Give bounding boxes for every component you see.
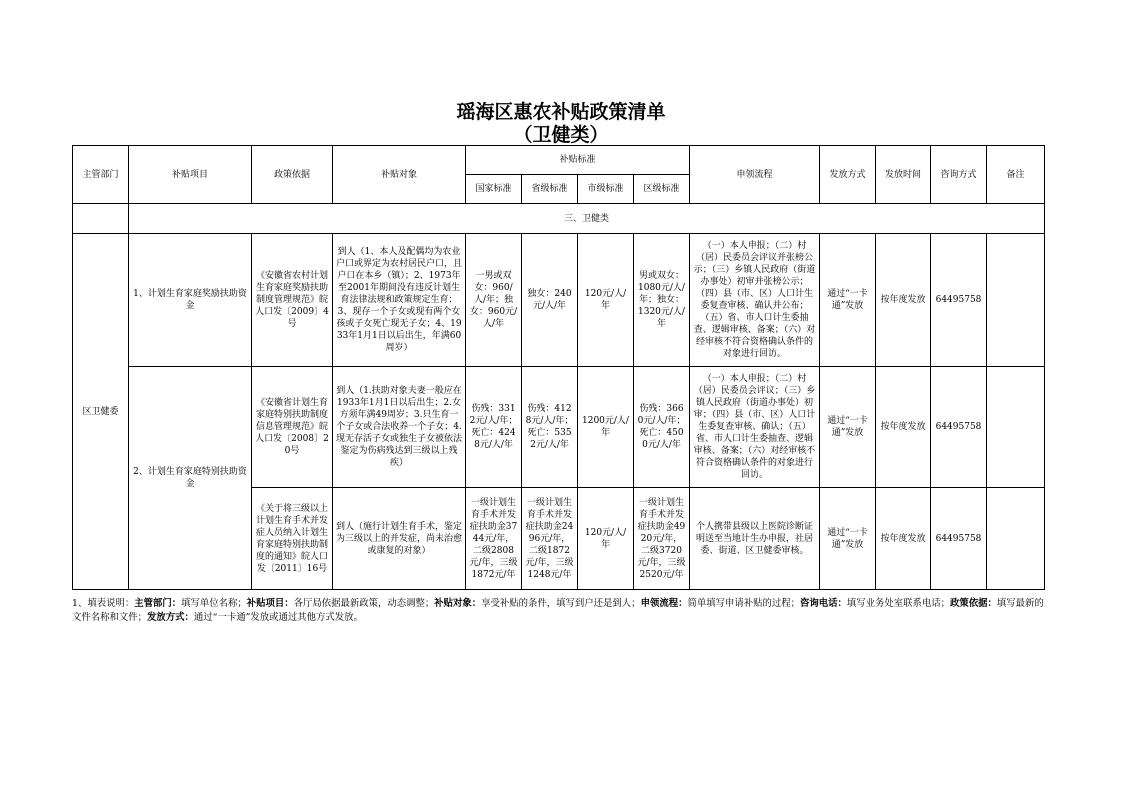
- provincial-cell: 伤残：4128元/人/年；死亡：5352元/人/年: [522, 367, 578, 488]
- note-value: 填写最新的文件名称和文件；: [72, 598, 1044, 623]
- contact-cell: 64495758: [931, 234, 987, 367]
- method-cell: 通过“一卡通”发放: [820, 488, 876, 590]
- note-prefix: 1、填表说明：: [72, 598, 135, 609]
- header-method: 发放方式: [820, 146, 876, 204]
- target-cell: 到人（1.扶助对象夫妻一般应在1933年1月1日以后出生；2.女方须年满49周岁；3.只生育一个子女或合法收养一个子女；4.现无存活子女或独生子女被依法鉴定为伤病残达到三级以上残疾）: [333, 367, 466, 488]
- header-item: 补贴项目: [129, 146, 252, 204]
- note-key: 发放方式：: [147, 612, 194, 623]
- header-city: 市级标准: [578, 175, 634, 204]
- fill-instructions: [72, 597, 1044, 625]
- header-target: 补贴对象: [333, 146, 466, 204]
- note-value: 享受补贴的条件，填写到户还是到人；: [481, 598, 641, 609]
- national-cell: 一男或双女：960/人/年；独女：960元/人/年: [466, 234, 522, 367]
- page-title: 瑶海区惠农补贴政策清单: [456, 101, 666, 123]
- header-row: [73, 146, 1045, 175]
- target-cell: 到人（施行计划生育手术，鉴定为三级以上的并发症，尚未治愈或康复的对象）: [333, 488, 466, 590]
- section-dept-blank: [73, 204, 129, 234]
- process-cell: （一）本人申报；（二）村（居）民委员会评议并张榜公示；（三）乡镇人民政府（街道办事处）初审并张榜公示；（四）县（市、区）人口计生委复查审核、确认并公布；（五）省、市人口计生委抽查、逻辑审核、备案；（六）对经审核不符合资格确认条件的对象进行回访。: [690, 234, 820, 367]
- national-cell: 一级计划生育手术并发症扶助金3744元/年，二级2808元/年，三级1872元/年: [466, 488, 522, 590]
- note-value: 填写业务处室联系电话；: [846, 598, 950, 609]
- header-district: 区级标准: [634, 175, 690, 204]
- header-time: 发放时间: [876, 146, 931, 204]
- header-national: 国家标准: [466, 175, 522, 204]
- basis-cell: 《关于将三级以上计划生育手术并发症人员纳入计划生育家庭特别扶助制度的通知》皖人口发〔2011〕16号: [252, 488, 333, 590]
- target-cell: 到人（1、本人及配偶均为农业户口或界定为农村居民户口，且户口在本乡（镇）；2、1973年至2001年期间没有违反计划生育法律法规和政策规定生育；3、现存一个子女或现有两个女孩或子女死亡现无子女；4、1933年1月1日以后出生，年满60周岁）: [333, 234, 466, 367]
- note-key: 政策依据：: [950, 598, 997, 609]
- page-subtitle: （卫健类）: [513, 124, 609, 146]
- note-value: 填写单位名称；: [181, 598, 247, 609]
- header-dept: 主管部门: [73, 146, 129, 204]
- header-standard: 补贴标准: [466, 146, 690, 175]
- method-cell: 通过“一卡通”发放: [820, 367, 876, 488]
- header-basis: 政策依据: [252, 146, 333, 204]
- note-value: 通过“一卡通”发放或通过其他方式发放。: [193, 612, 363, 623]
- city-cell: 120元/人/年: [578, 488, 634, 590]
- process-cell: （一）本人申报；（二）村（居）民委员会评议；（三）乡镇人民政府（街道办事处）初审；（四）县（市、区）人口计生委复查审核、确认；（五）省、市人口计生委抽查、逻辑审核、备案；（六）对经审核不符合资格确认条件的对象进行回访。: [690, 367, 820, 488]
- note-value: 各厅局依据最新政策，动态调整；: [293, 598, 435, 609]
- note-key: 主管部门：: [134, 598, 182, 609]
- basis-cell: 《安徽省农村计划生育家庭奖励扶助制度管理规范》皖人口发〔2009〕4号: [252, 234, 333, 367]
- time-cell: 按年度发放: [876, 234, 931, 367]
- note-key: 咨询电话：: [799, 598, 847, 609]
- remark-cell: [987, 488, 1045, 590]
- district-cell: 男或双女：1080元/人/年；独女：1320元/人/年: [634, 234, 690, 367]
- note-key: 补贴项目：: [246, 598, 294, 609]
- process-cell: 个人携带县级以上医院诊断证明送至当地计生办申报，社居委、街道、区卫健委审核。: [690, 488, 820, 590]
- basis-cell: 《安徽省计划生育家庭特别扶助制度信息管理规范》皖人口发〔2008〕20号: [252, 367, 333, 488]
- time-cell: 按年度发放: [876, 488, 931, 590]
- remark-cell: [987, 367, 1045, 488]
- header-process: 申领流程: [690, 146, 820, 204]
- provincial-cell: 独女：240元/人/年: [522, 234, 578, 367]
- dept-cell: 区卫健委: [73, 234, 129, 590]
- district-cell: 伤残：3660元/人/年；死亡：4500元/人/年: [634, 367, 690, 488]
- policy-table: [72, 145, 1045, 590]
- section-label: 三、卫健类: [129, 204, 1045, 234]
- method-cell: 通过“一卡通”发放: [820, 234, 876, 367]
- contact-cell: 64495758: [931, 488, 987, 590]
- provincial-cell: 一级计划生育手术并发症扶助金2496元/年，二级1872元/年，三级1248元/年: [522, 488, 578, 590]
- table-row: [73, 234, 1045, 367]
- district-cell: 一级计划生育手术并发症扶助金4920元/年，二级3720元/年，三级2520元/年: [634, 488, 690, 590]
- table-row: [73, 367, 1045, 488]
- item-cell: 1、计划生育家庭奖励扶助资金: [129, 234, 252, 367]
- header-remark: 备注: [987, 146, 1045, 204]
- contact-cell: 64495758: [931, 367, 987, 488]
- item-cell: 2、计划生育家庭特别扶助资金: [129, 367, 252, 590]
- note-key: 补贴对象：: [434, 598, 482, 609]
- header-contact: 咨询方式: [931, 146, 987, 204]
- note-value: 简单填写申请补贴的过程；: [687, 598, 800, 609]
- city-cell: 120元/人/年: [578, 234, 634, 367]
- time-cell: 按年度发放: [876, 367, 931, 488]
- section-row: [73, 204, 1045, 234]
- city-cell: 1200元/人/年: [578, 367, 634, 488]
- note-key: 申领流程：: [640, 598, 688, 609]
- national-cell: 伤残：3312元/人/年；死亡：4248元/人/年: [466, 367, 522, 488]
- header-provincial: 省级标准: [522, 175, 578, 204]
- remark-cell: [987, 234, 1045, 367]
